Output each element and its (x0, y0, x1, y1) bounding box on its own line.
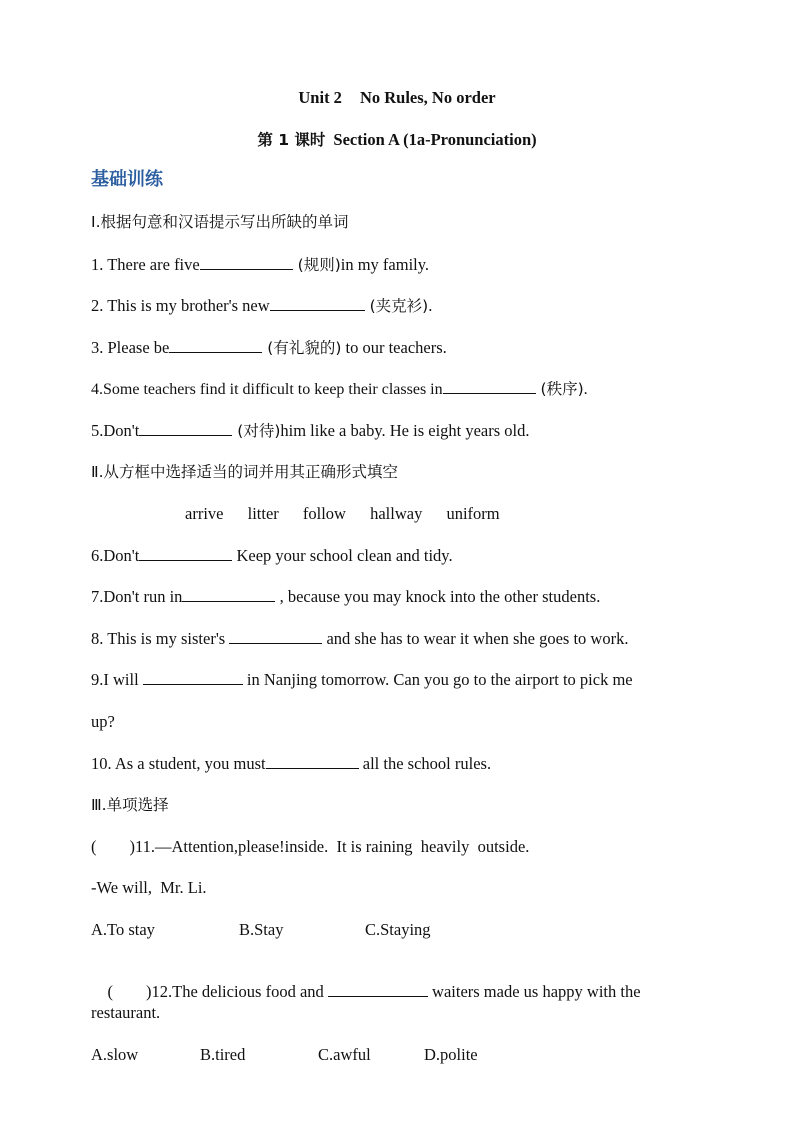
word-option: follow (302, 504, 346, 523)
question-11: ( )11.—Attention,please!inside. It is raining heavily outside. (91, 837, 530, 856)
answer-blank[interactable] (139, 546, 232, 561)
question-8: 8. This is my sister's and she has to wear it when she goes to work. (91, 629, 629, 648)
answer-blank[interactable] (182, 587, 275, 602)
answer-blank[interactable] (139, 421, 232, 436)
word-option: litter (247, 504, 279, 523)
option-b[interactable]: B.Stay (239, 920, 284, 939)
question-12-continued: restaurant. (91, 1003, 161, 1022)
option-c[interactable]: C.Staying (365, 920, 431, 939)
part3-heading: Ⅲ.单项选择 (91, 796, 169, 814)
unit-name: No Rules, No order (359, 88, 496, 107)
answer-blank[interactable] (328, 982, 428, 997)
lesson-title (0, 130, 794, 150)
section-basic-training: 基础训练 (91, 169, 163, 190)
question-12-options (91, 1045, 478, 1065)
question-5: 5.Don't (对待)him like a baby. He is eight years old. (91, 421, 530, 440)
word-box (185, 504, 520, 524)
answer-blank[interactable] (266, 754, 359, 769)
option-a[interactable]: A.To stay (91, 920, 155, 939)
question-1: 1. There are five (规则)in my family. (91, 255, 430, 274)
question-9-continued: up? (91, 712, 115, 731)
answer-blank[interactable] (229, 629, 322, 644)
question-2: 2. This is my brother's new (夹克衫). (91, 296, 433, 315)
question-3: 3. Please be (有礼貌的) to our teachers. (91, 338, 447, 357)
word-option: arrive (185, 504, 224, 523)
answer-blank[interactable] (169, 338, 262, 353)
unit-number: Unit 2 (298, 88, 342, 107)
part2-heading: Ⅱ.从方框中选择适当的词并用其正确形式填空 (91, 463, 399, 481)
question-12: ( )12.The delicious food and waiters made us happy with the (107, 982, 641, 1001)
lesson-section: Section A (1a-Pronunciation) (333, 130, 537, 149)
lesson-number: 第 1 课时 (257, 131, 326, 149)
word-option: hallway (370, 504, 423, 523)
question-11-options (91, 920, 431, 940)
question-11-reply: -We will, Mr. Li. (91, 878, 207, 897)
option-b[interactable]: B.tired (200, 1045, 246, 1064)
question-7: 7.Don't run in , because you may knock into the other students. (91, 587, 601, 606)
option-a[interactable]: A.slow (91, 1045, 139, 1064)
option-d[interactable]: D.polite (424, 1045, 478, 1064)
option-c[interactable]: C.awful (318, 1045, 371, 1064)
part1-heading: I.根据句意和汉语提示写出所缺的单词 (91, 213, 349, 231)
question-9: 9.I will in Nanjing tomorrow. Can you go to the airport to pick me (91, 670, 633, 689)
unit-title (0, 88, 794, 108)
question-4: 4.Some teachers find it difficult to keep their classes in (秩序). (91, 380, 588, 398)
question-10: 10. As a student, you must all the school rules. (91, 754, 492, 773)
word-option: uniform (446, 504, 500, 523)
answer-blank[interactable] (143, 670, 243, 685)
answer-blank[interactable] (270, 296, 365, 311)
answer-blank[interactable] (443, 379, 536, 394)
question-6: 6.Don't Keep your school clean and tidy. (91, 546, 453, 565)
answer-blank[interactable] (200, 255, 293, 270)
